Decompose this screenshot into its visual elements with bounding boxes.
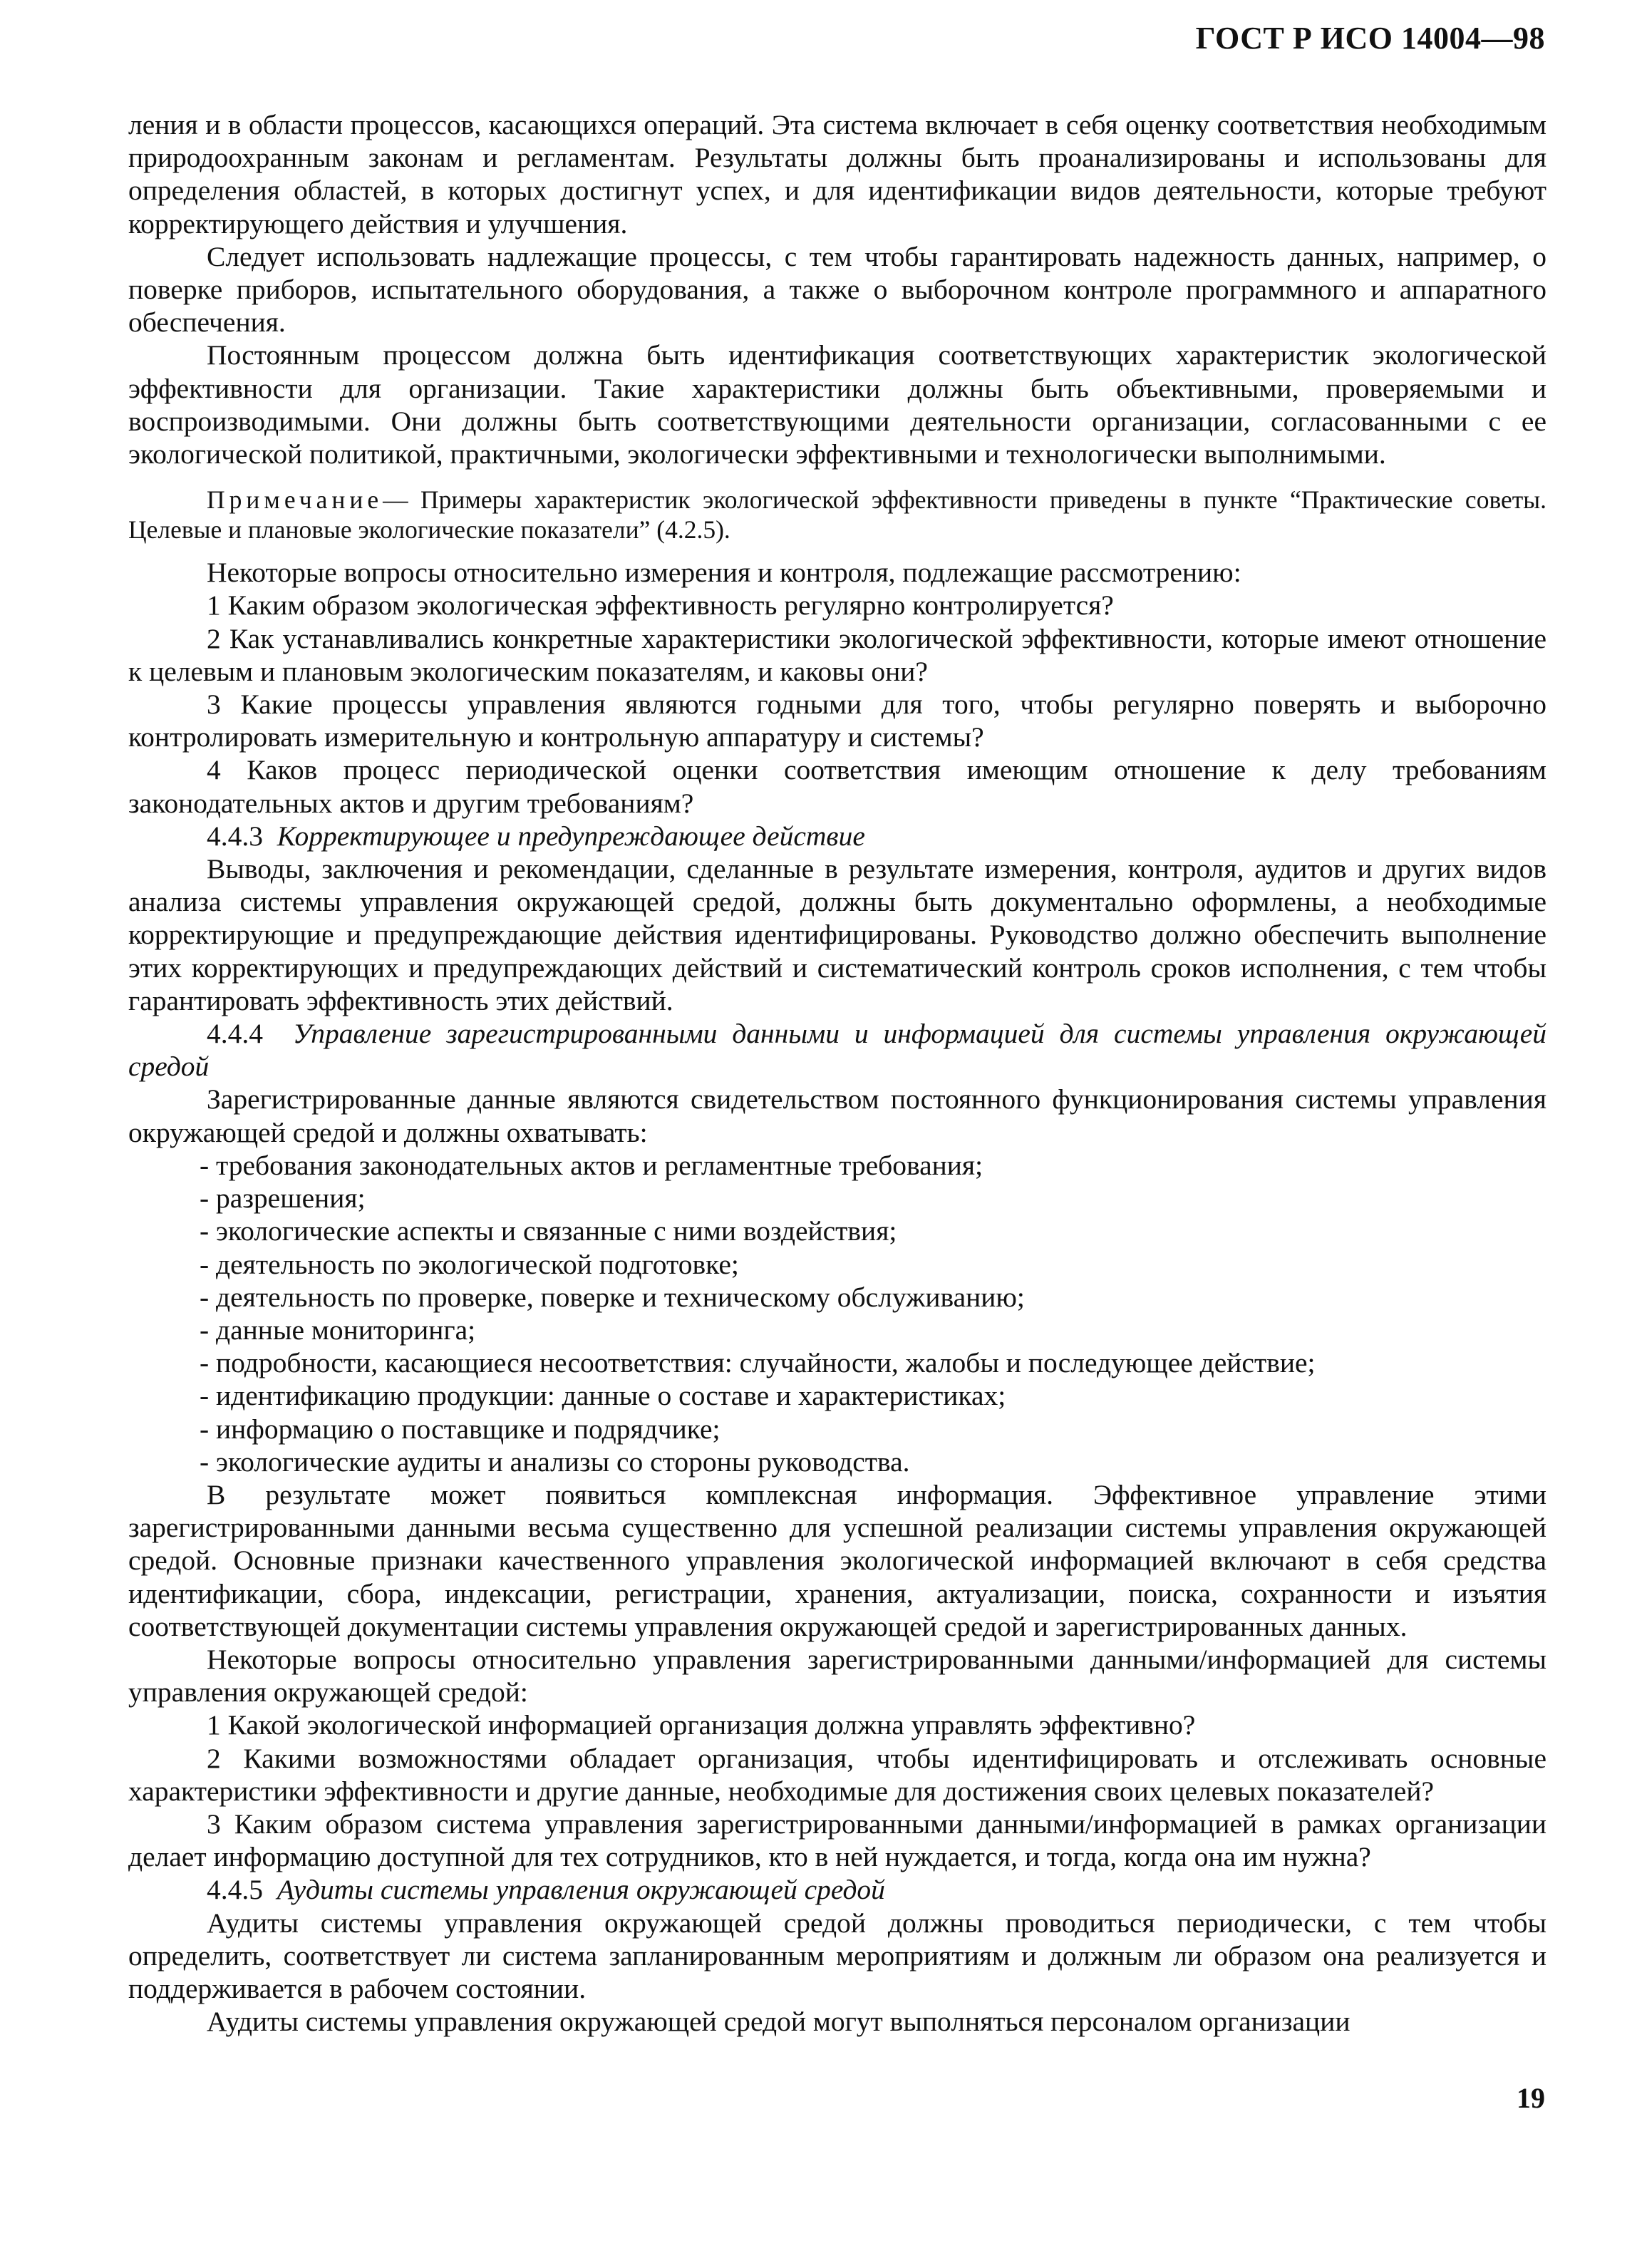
section-heading (128, 820, 1546, 852)
list-item: - идентификацию продукции: данные о составе и характеристиках; (200, 1379, 1546, 1412)
list-item: - требования законодательных актов и регламентные требования; (200, 1149, 1546, 1182)
questions-intro: Некоторые вопросы относительно управления зарегистрированными данными/информацией для системы управления окружающей средой: (128, 1643, 1546, 1708)
question-item: 1 Каким образом экологическая эффективность регулярно контролируется? (207, 589, 1114, 622)
note-text: — Примеры характеристик экологической эффективности приведены в пункте “Практические советы. Целевые и плановые экологические показатели” (4.2.5). (128, 485, 1546, 545)
paragraph: Постоянным процессом должна быть идентификация соответствующих характеристик экологической эффективности для организации. Такие характеристики должны быть объективными, проверяемыми и воспроизводимыми. Они должны быть соответствующими деятельности организации, согласованными с ее экологической политикой, практичными, экологически эффективными и технологически выполнимыми. (128, 339, 1546, 470)
page-number: 19 (1517, 2082, 1545, 2114)
paragraph: Выводы, заключения и рекомендации, сделанные в результате измерения, контроля, аудитов и других видов анализа системы управления окружающей средой, должны быть документально оформлены, а необходимые корректирующие и предупреждающие действия идентифицированы. Руководство должно обеспечить выполнение этих корректирующих и предупреждающих действий и систематический контроль сроков исполнения, с тем чтобы гарантировать эффективность этих действий. (128, 853, 1546, 1016)
paragraph: Аудиты системы управления окружающей средой могут выполняться персоналом организации (207, 2006, 1350, 2038)
section-heading (128, 1873, 1546, 1906)
question-item: 2 Как устанавливались конкретные характеристики экологической эффективности, которые имеют отношение к целевым и плановым экологическим показателям, и каковы они? (128, 622, 1546, 687)
questions-intro: Некоторые вопросы относительно измерения и контроля, подлежащие рассмотрению: (207, 557, 1241, 589)
list-item: - данные мониторинга; (200, 1314, 1546, 1346)
list-item: - разрешения; (200, 1182, 1546, 1215)
bullet-list (128, 1149, 1546, 1478)
paragraph: Зарегистрированные данные являются свидетельством постоянного функционирования системы управления окружающей средой и должны охватывать: (128, 1083, 1546, 1148)
document-body (128, 108, 1546, 2038)
question-item: 4 Каков процесс периодической оценки соответствия имеющим отношение к делу требованиям законодательных актов и другим требованиям? (128, 754, 1546, 819)
question-item: 3 Каким образом система управления зарегистрированными данными/информацией в рамках организации делает информацию доступной для тех сотрудников, кто в ней нуждается, и тогда, когда она им нужна? (128, 1808, 1546, 1873)
note-label: Примечание (207, 485, 383, 515)
paragraph-continuation: ления и в области процессов, касающихся операций. Эта система включает в себя оценку соответствия необходимым природоохранным законам и регламентам. Результаты должны быть проанализированы и использованы для определения областей, в которых достигнут успех, и для идентификации видов деятельности, которые требуют корректирующего действия и улучшения. (128, 109, 1546, 239)
section-number: 4.4.5 (207, 1874, 263, 1906)
section-title: Аудиты системы управления окружающей средой (277, 1874, 885, 1906)
list-item: - деятельность по экологической подготовке; (200, 1248, 1546, 1281)
question-item: 1 Какой экологической информацией организация должна управлять эффективно? (207, 1709, 1196, 1741)
list-item: - экологические аспекты и связанные с ними воздействия; (200, 1215, 1546, 1247)
section-number: 4.4.4 (207, 1018, 263, 1050)
list-item: - подробности, касающиеся несоответствия: случайности, жалобы и последующее действие; (200, 1346, 1546, 1379)
section-title: Управление зарегистрированными данными и информацией для системы управления окружающей средой (128, 1018, 1547, 1083)
list-item: - экологические аудиты и анализы со стороны руководства. (200, 1445, 1546, 1478)
section-number: 4.4.3 (207, 820, 263, 852)
question-item: 3 Какие процессы управления являются годными для того, чтобы регулярно поверять и выборочно контролировать измерительную и контрольную аппаратуру и системы? (128, 689, 1546, 753)
list-item: - деятельность по проверке, поверке и техническому обслуживанию; (200, 1281, 1546, 1314)
list-item: - информацию о поставщике и подрядчике; (200, 1413, 1546, 1445)
paragraph: В результате может появиться комплексная информация. Эффективное управление этими зарегистрированными данными весьма существенно для успешной реализации системы управления окружающей средой. Основные признаки качественного управления экологической информацией включают в себя средства идентификации, сбора, индексации, регистрации, хранения, актуализации, поиска, сохранности и изъятия соответствующей документации системы управления окружающей средой и зарегистрированных данных. (128, 1478, 1546, 1642)
paragraph: Следует использовать надлежащие процессы, с тем чтобы гарантировать надежность данных, например, о поверке приборов, испытательного оборудования, а также о выборочном контроле программного и аппаратного обеспечения. (128, 240, 1546, 339)
note (128, 485, 1546, 545)
document-header: ГОСТ Р ИСО 14004—98 (1195, 21, 1545, 56)
section-heading (128, 1017, 1546, 1083)
question-item: 2 Какими возможностями обладает организация, чтобы идентифицировать и отслеживать основные характеристики эффективности и другие данные, необходимые для достижения своих целевых показателей? (128, 1742, 1546, 1807)
section-title: Корректирующее и предупреждающее действие (277, 820, 865, 852)
paragraph: Аудиты системы управления окружающей средой должны проводиться периодически, с тем чтобы определить, соответствует ли система запланированным мероприятиям и должным ли образом она реализуется и поддерживается в рабочем состоянии. (128, 1907, 1546, 2004)
